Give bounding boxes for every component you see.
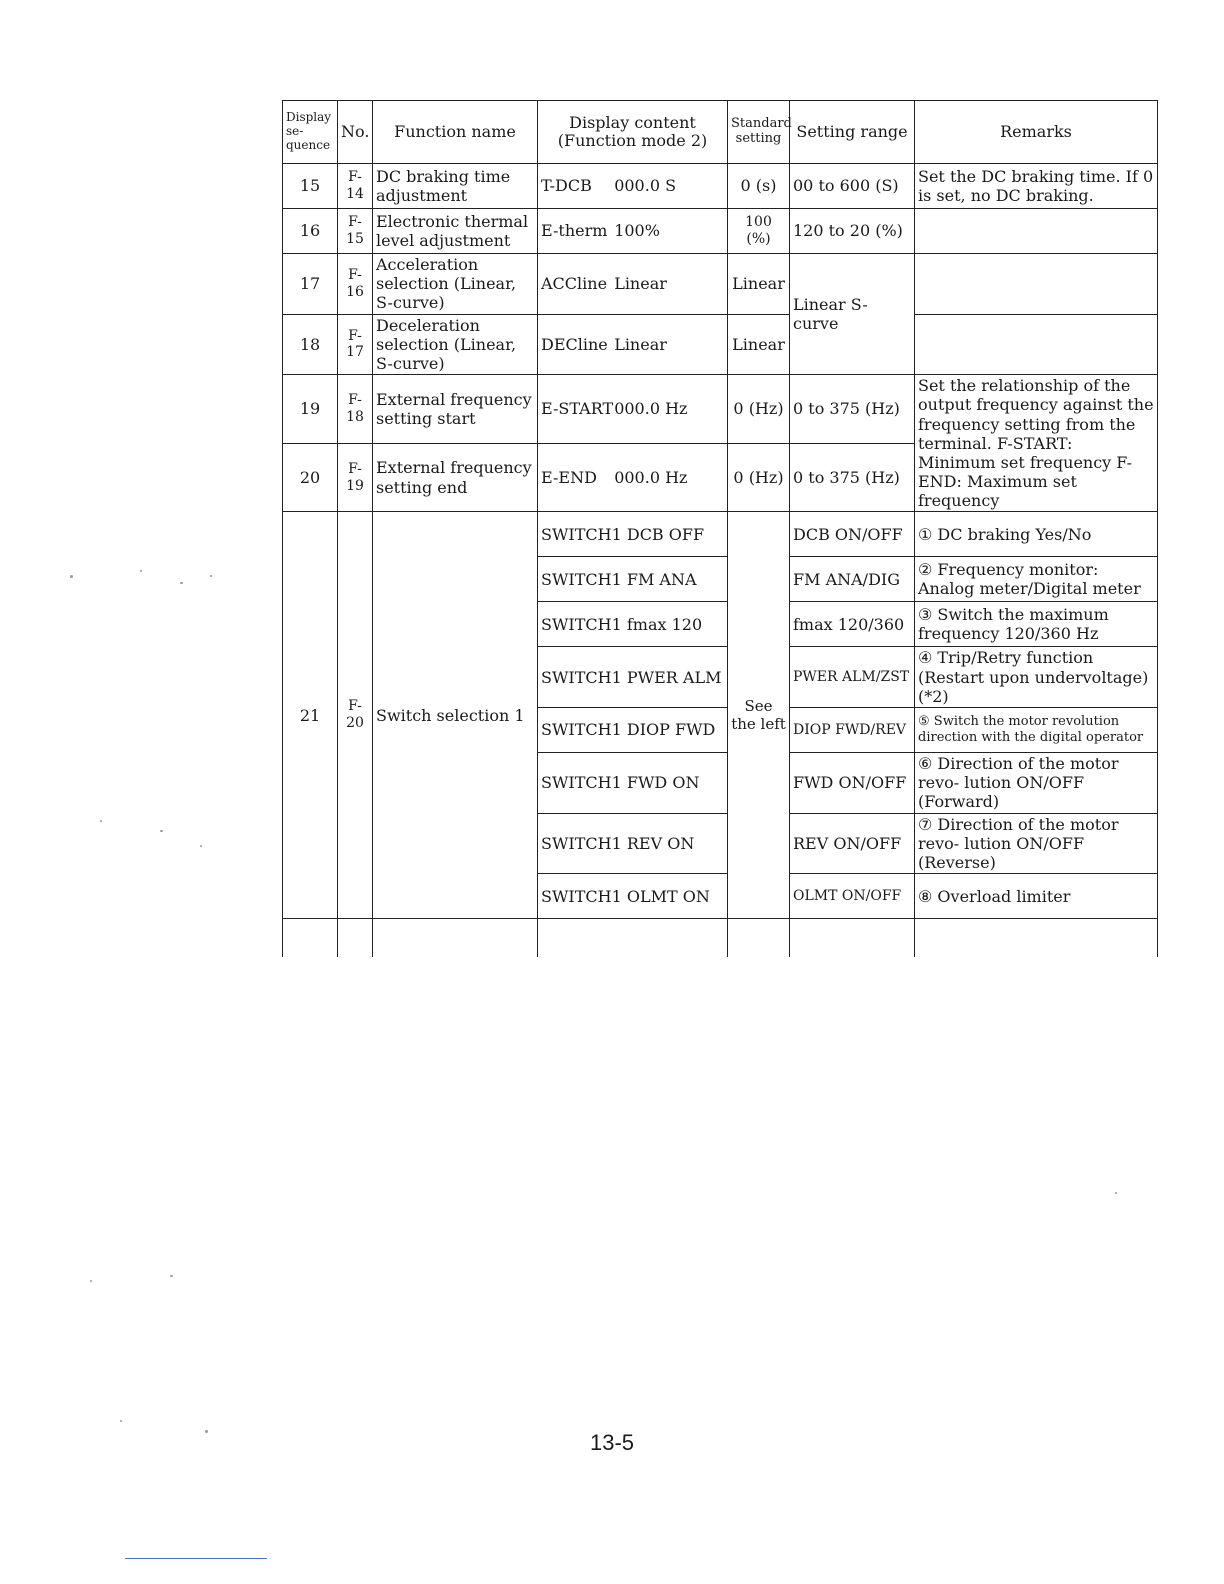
- remarks-cell: ④ Trip/Retry function (Restart upon undervoltage) (*2): [915, 647, 1158, 708]
- setting-range-cell: fmax 120/360: [790, 602, 915, 647]
- remarks-cell: ⑥ Direction of the motor revo- lution ON/OFF (Forward): [915, 753, 1158, 814]
- function-name-cell: Switch selection 1: [373, 512, 538, 919]
- scan-speck: [210, 575, 212, 577]
- display-content-cell: SWITCH1 DCB OFF: [538, 512, 728, 557]
- scan-speck: [120, 1420, 122, 1422]
- setting-range-cell: DIOP FWD/REV: [790, 708, 915, 753]
- empty-cell: [915, 919, 1158, 958]
- display-code: DECline: [541, 334, 608, 354]
- remarks-cell: ⑤ Switch the motor revolution direction with the digital operator: [915, 708, 1158, 753]
- remarks-cell: ⑦ Direction of the motor revo- lution ON/OFF (Reverse): [915, 813, 1158, 874]
- display-value: 000.0 Hz: [614, 399, 688, 419]
- display-content-cell: SWITCH1 PWER ALM: [538, 647, 728, 708]
- header-display-sequence: Display se- quence: [283, 101, 338, 164]
- seq-cell: 21: [283, 512, 338, 919]
- table-row-empty: [283, 919, 1158, 958]
- display-content-cell: [538, 314, 728, 375]
- table-row: [283, 375, 1158, 444]
- empty-cell: [728, 919, 790, 958]
- header-setting-range: Setting range: [790, 101, 915, 164]
- display-content-cell: SWITCH1 OLMT ON: [538, 874, 728, 919]
- empty-cell: [283, 919, 338, 958]
- no-cell: F-16: [338, 254, 373, 315]
- seq-cell: 17: [283, 254, 338, 315]
- remarks-cell: Set the DC braking time. If 0 is set, no DC braking.: [915, 164, 1158, 209]
- display-content-cell: [538, 209, 728, 254]
- seq-cell: 15: [283, 164, 338, 209]
- display-value: 000.0 S: [614, 176, 677, 196]
- empty-cell: [373, 919, 538, 958]
- remarks-cell: [915, 314, 1158, 375]
- standard-setting-cell: 0 (Hz): [728, 443, 790, 512]
- empty-cell: [790, 919, 915, 958]
- function-name-cell: External frequency setting end: [373, 443, 538, 512]
- scan-speck: [180, 582, 183, 584]
- standard-setting-cell: See the left: [728, 512, 790, 919]
- function-name-cell: DC braking time adjustment: [373, 164, 538, 209]
- standard-setting-cell: Linear: [728, 314, 790, 375]
- scan-speck: [140, 570, 142, 572]
- display-content-cell: SWITCH1 FM ANA: [538, 557, 728, 602]
- scan-speck: [160, 830, 163, 832]
- display-content-cell: SWITCH1 DIOP FWD: [538, 708, 728, 753]
- display-value: Linear: [614, 334, 667, 354]
- empty-cell: [338, 919, 373, 958]
- empty-cell: [538, 919, 728, 958]
- remarks-cell: ⑧ Overload limiter: [915, 874, 1158, 919]
- header-remarks: Remarks: [915, 101, 1158, 164]
- remarks-cell: ③ Switch the maximum frequency 120/360 Hz: [915, 602, 1158, 647]
- remarks-cell: ② Frequency monitor: Analog meter/Digital meter: [915, 557, 1158, 602]
- setting-range-cell: Linear S-curve: [790, 254, 915, 375]
- no-cell: F-14: [338, 164, 373, 209]
- function-name-cell: Acceleration selection (Linear, S-curve): [373, 254, 538, 315]
- scan-speck: [100, 820, 102, 822]
- setting-range-cell: PWER ALM/ZST: [790, 647, 915, 708]
- function-name-cell: Electronic thermal level adjustment: [373, 209, 538, 254]
- standard-setting-cell: 0 (s): [728, 164, 790, 209]
- page-number: 13-5: [589, 1430, 635, 1455]
- footer-line: [125, 1558, 267, 1559]
- table-row: [283, 164, 1158, 209]
- setting-range-cell: 120 to 20 (%): [790, 209, 915, 254]
- header-standard-setting: Standard setting: [728, 101, 790, 164]
- display-content-cell: [538, 254, 728, 315]
- setting-range-cell: REV ON/OFF: [790, 813, 915, 874]
- setting-range-cell: 0 to 375 (Hz): [790, 375, 915, 444]
- no-cell: F-18: [338, 375, 373, 444]
- table-row: [283, 209, 1158, 254]
- setting-range-cell: 00 to 600 (S): [790, 164, 915, 209]
- function-name-cell: External frequency setting start: [373, 375, 538, 444]
- display-content-cell: [538, 164, 728, 209]
- header-display-content: Display content (Function mode 2): [538, 101, 728, 164]
- seq-cell: 16: [283, 209, 338, 254]
- standard-setting-cell: Linear: [728, 254, 790, 315]
- no-cell: F-17: [338, 314, 373, 375]
- function-table: [282, 100, 1158, 957]
- display-content-cell: [538, 443, 728, 512]
- remarks-cell: ① DC braking Yes/No: [915, 512, 1158, 557]
- scan-speck: [200, 845, 202, 847]
- table-row: [283, 254, 1158, 315]
- setting-range-cell: FWD ON/OFF: [790, 753, 915, 814]
- seq-cell: 18: [283, 314, 338, 375]
- display-value: 000.0 Hz: [614, 468, 688, 488]
- header-no: No.: [338, 101, 373, 164]
- display-code: E-START: [541, 399, 614, 419]
- display-content-cell: SWITCH1 fmax 120: [538, 602, 728, 647]
- no-cell: F-19: [338, 443, 373, 512]
- standard-setting-cell: 100 (%): [728, 209, 790, 254]
- no-cell: F-15: [338, 209, 373, 254]
- remarks-cell: Set the relationship of the output frequency against the frequency setting from the terminal. F-START: Minimum set frequency F-END: Maximum set frequency: [915, 375, 1158, 512]
- seq-cell: 19: [283, 375, 338, 444]
- table-row: [283, 314, 1158, 375]
- scan-speck: [1115, 1192, 1117, 1194]
- display-content-cell: [538, 375, 728, 444]
- scan-speck: [170, 1275, 173, 1277]
- display-content-cell: SWITCH1 FWD ON: [538, 753, 728, 814]
- table-row: [283, 512, 1158, 557]
- display-content-cell: SWITCH1 REV ON: [538, 813, 728, 874]
- seq-cell: 20: [283, 443, 338, 512]
- display-code: E-therm: [541, 221, 608, 241]
- display-code: ACCline: [541, 274, 608, 294]
- display-code: E-END: [541, 468, 597, 488]
- no-cell: F-20: [338, 512, 373, 919]
- display-value: Linear: [614, 274, 667, 294]
- setting-range-cell: OLMT ON/OFF: [790, 874, 915, 919]
- display-code: T-DCB: [541, 176, 592, 196]
- setting-range-cell: 0 to 375 (Hz): [790, 443, 915, 512]
- remarks-cell: [915, 254, 1158, 315]
- display-value: 100%: [614, 221, 660, 241]
- scan-speck: [70, 575, 73, 578]
- setting-range-cell: DCB ON/OFF: [790, 512, 915, 557]
- table-header-row: [283, 101, 1158, 164]
- standard-setting-cell: 0 (Hz): [728, 375, 790, 444]
- function-name-cell: Deceleration selection (Linear, S-curve): [373, 314, 538, 375]
- remarks-cell: [915, 209, 1158, 254]
- scan-speck: [90, 1280, 92, 1282]
- setting-range-cell: FM ANA/DIG: [790, 557, 915, 602]
- header-function-name: Function name: [373, 101, 538, 164]
